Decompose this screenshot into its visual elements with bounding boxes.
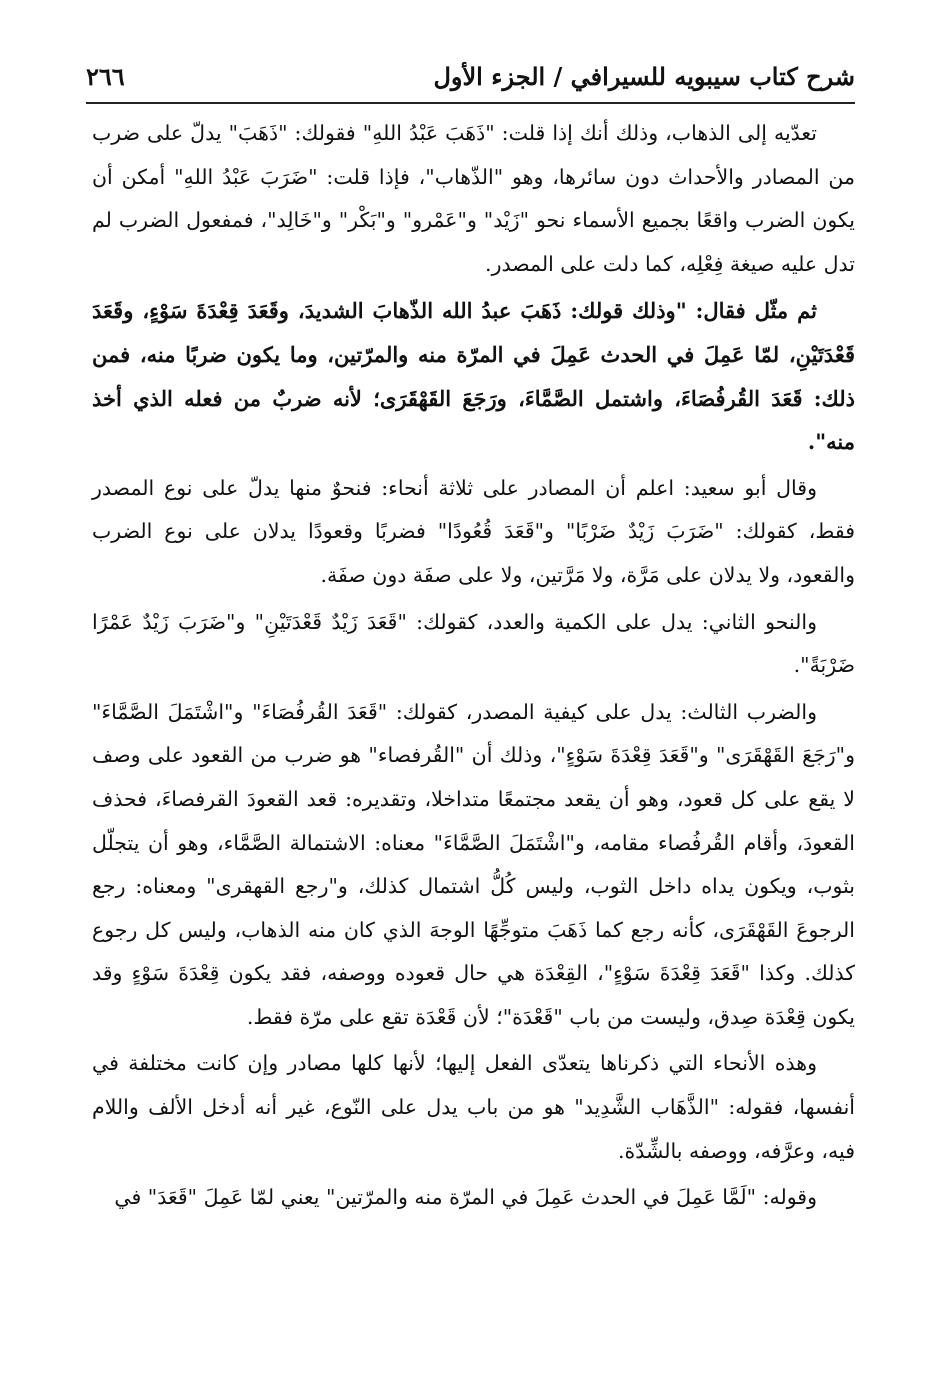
running-header	[86, 58, 855, 98]
paragraph: وقال أبو سعيد: اعلم أن المصادر على ثلاثة أنحاء: فنحوٌ منها يدلّ على نوع المصدر فقط، كقولك: "ضَرَبَ زَيْدٌ ضَرْبًا" و"قَعَدَ قُعُودًا" فضربًا وقعودًا يدلان على نوع الضرب والقعود، ولا يدلان على مَرَّة، ولا مَرَّتين، ولا على صفَة دون صفَة.	[92, 475, 855, 587]
paragraph: تعدّيه إلى الذهاب، وذلك أنك إذا قلت: "ذَهَبَ عَبْدُ اللهِ" فقولك: "ذَهَبَ" يدلّ على ضرب من المصادر والأحداث دون سائرها، وهو "الذّهاب"، فإذا قلت: "ضَرَبَ عَبْدُ اللهِ" أمكن أن يكون الضرب واقعًا بجميع الأسماء نحو "زَيْد" و"عَمْرو" و"بَكْر" و"خَالِد"، فمفعول الضرب لم تدل عليه صيغة فِعْلِه، كما دلت على المصدر.	[92, 121, 855, 276]
paragraph: وقوله: "لَمَّا عَمِلَ في الحدث عَمِلَ في المرّة منه والمرّتين" يعني لمّا عَمِلَ "قَعَدَ" في	[114, 1185, 817, 1210]
body-text	[92, 112, 855, 1223]
paragraph: والنحو الثاني: يدل على الكمية والعدد، كقولك: "قَعَدَ زَيْدٌ قَعْدَتَيْنِ" و"ضَرَبَ زَيْدٌ عَمْرًا ضَرْبَةً".	[92, 609, 855, 678]
paragraph: والضرب الثالث: يدل على كيفية المصدر، كقولك: "قَعَدَ القُرفُصَاءَ" و"اشْتَمَلَ الصَّمَّاءَ" و"رَجَعَ القَهْقَرَى" و"قَعَدَ قِعْدَةَ سَوْءٍ"، وذلك أن "القُرفصاء" هو ضرب من القعود على وصف لا يقع على كل قعود، وهو أن يقعد مجتمعًا متداخلا، وتقديره: قعد القعودَ القرفصاءَ، فحذف القعودَ، وأقام القُرفُصاء مقامه، و"اشْتَمَلَ الصَّمَّاءَ" معناه: الاشتمالة الصَّمَّاء، وهو أن يتجلّل بثوب، ويكون يداه داخل الثوب، وليس كُلُّ اشتمال كذلك، و"رجع القهقرى" ومعناه: رجع الرجوعَ القَهْقَرَى، كأنه رجع كما ذَهَبَ متوجِّهًا الوجهَ الذي كان منه الذهاب، وليس كل رجوع كذلك. وكذا "قَعَدَ قِعْدَةَ سَوْءٍ"، القِعْدَة هي حال قعوده ووصفه، فقد يكون قِعْدَةَ سَوْءٍ وقد يكون قِعْدَة صِدق، وليست من باب "قَعْدَة"؛ لأن قَعْدَة تقع على مرّة فقط.	[92, 699, 855, 1029]
header-divider	[86, 102, 855, 104]
page-number: ٢٦٦	[86, 62, 125, 91]
quoted-paragraph: ثم مثّل فقال: "وذلك قولك: ذَهَبَ عبدُ الله الذّهابَ الشديدَ، وقَعَدَ قِعْدَةَ سَوْءٍ، وقَعَدَ قَعْدَتَيْنِ، لمّا عَمِلَ في الحدث عَمِلَ في المرّة منه والمرّتين، وما يكون ضربًا منه، فمن ذلك: قَعَدَ القُرفُصَاءَ، واشتمل الصَّمَّاءَ، ورَجَعَ القَهْقَرَى؛ لأنه ضربٌ من فعله الذي أخذ منه".	[92, 298, 855, 455]
running-title: شرح كتاب سيبويه للسيرافي / الجزء الأول	[433, 62, 855, 91]
paragraph: وهذه الأنحاء التي ذكرناها يتعدّى الفعل إليها؛ لأنها كلها مصادر وإن كانت مختلفة في أنفسها، فقوله: "الذَّهَاب الشَّدِيد" هو من باب يدل على النّوع، غير أنه أدخل الألف واللام فيه، وعرَّفه، ووصفه بالشِّدّة.	[92, 1051, 855, 1163]
